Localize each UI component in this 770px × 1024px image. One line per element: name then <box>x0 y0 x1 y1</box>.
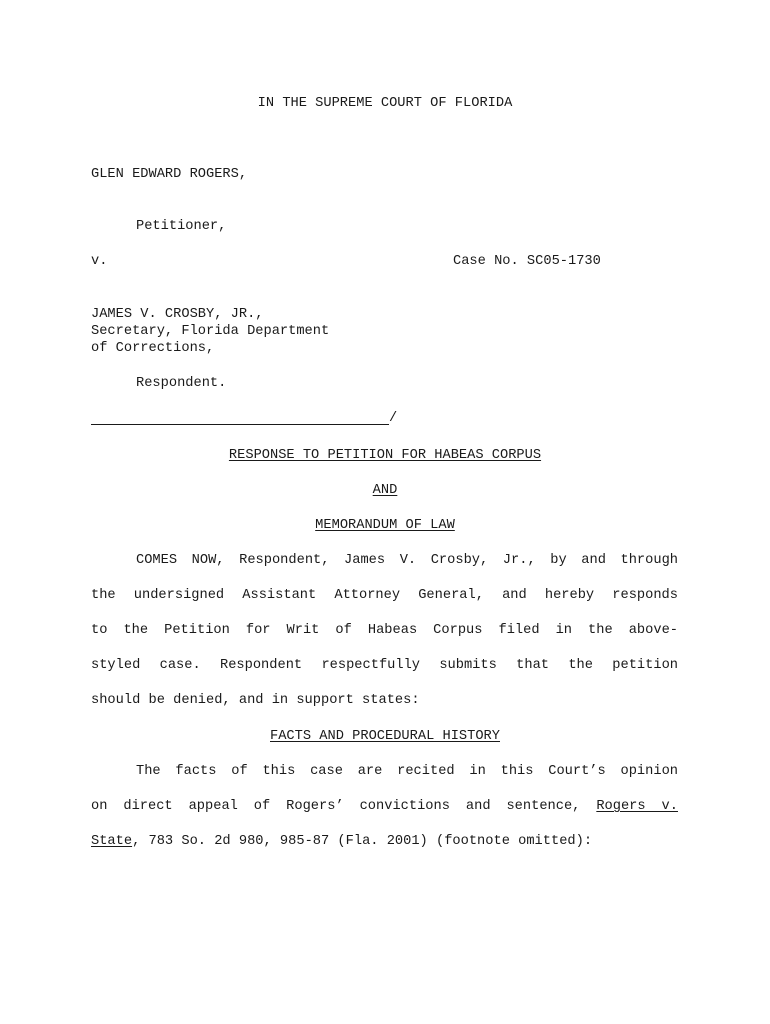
facts-line-3 <box>91 833 592 850</box>
heading-response-text: RESPONSE TO PETITION FOR HABEAS CORPUS <box>228 448 542 463</box>
court-title: IN THE SUPREME COURT OF FLORIDA <box>257 96 513 111</box>
petitioner-name: GLEN EDWARD ROGERS, <box>91 167 248 182</box>
intro-line-4: styled case. Respondent respectfully submits that the petition <box>91 658 678 673</box>
heading-and-text: AND <box>372 483 398 498</box>
respondent-title-line-1: Secretary, Florida Department <box>91 324 330 339</box>
intro-line-2: the undersigned Assistant Attorney General, and hereby responds <box>91 588 678 603</box>
section-heading-facts <box>0 728 770 745</box>
caption-rule <box>91 424 389 425</box>
intro-line-3: to the Petition for Writ of Habeas Corpus filed in the above- <box>91 623 678 638</box>
versus-label: v. <box>91 254 108 269</box>
respondent-title-line-2: of Corrections, <box>91 341 215 356</box>
case-citation-state: State <box>91 834 133 849</box>
facts-line-1: The facts of this case are recited in this Court’s opinion <box>136 764 678 779</box>
facts-line-2-text: on direct appeal of Rogers’ convictions and sentence, <box>91 799 581 814</box>
heading-and <box>0 482 770 499</box>
case-number: Case No. SC05-1730 <box>453 254 601 269</box>
petitioner-label: Petitioner, <box>136 219 227 234</box>
intro-line-5: should be denied, and in support states: <box>91 693 420 708</box>
facts-line-2 <box>91 798 678 815</box>
section-heading-facts-text: FACTS AND PROCEDURAL HISTORY <box>270 729 500 744</box>
heading-response <box>0 447 770 464</box>
heading-memorandum-text: MEMORANDUM OF LAW <box>315 518 455 533</box>
respondent-name: JAMES V. CROSBY, JR., <box>91 307 264 322</box>
intro-line-1: COMES NOW, Respondent, James V. Crosby, Jr., by and through <box>136 553 678 568</box>
caption-slash: / <box>389 411 398 426</box>
case-citation-rogers: Rogers v. <box>596 799 678 814</box>
facts-line-3-text: , 783 So. 2d 980, 985-87 (Fla. 2001) (footnote omitted): <box>132 834 593 849</box>
heading-memorandum <box>0 517 770 534</box>
respondent-label: Respondent. <box>136 376 227 391</box>
